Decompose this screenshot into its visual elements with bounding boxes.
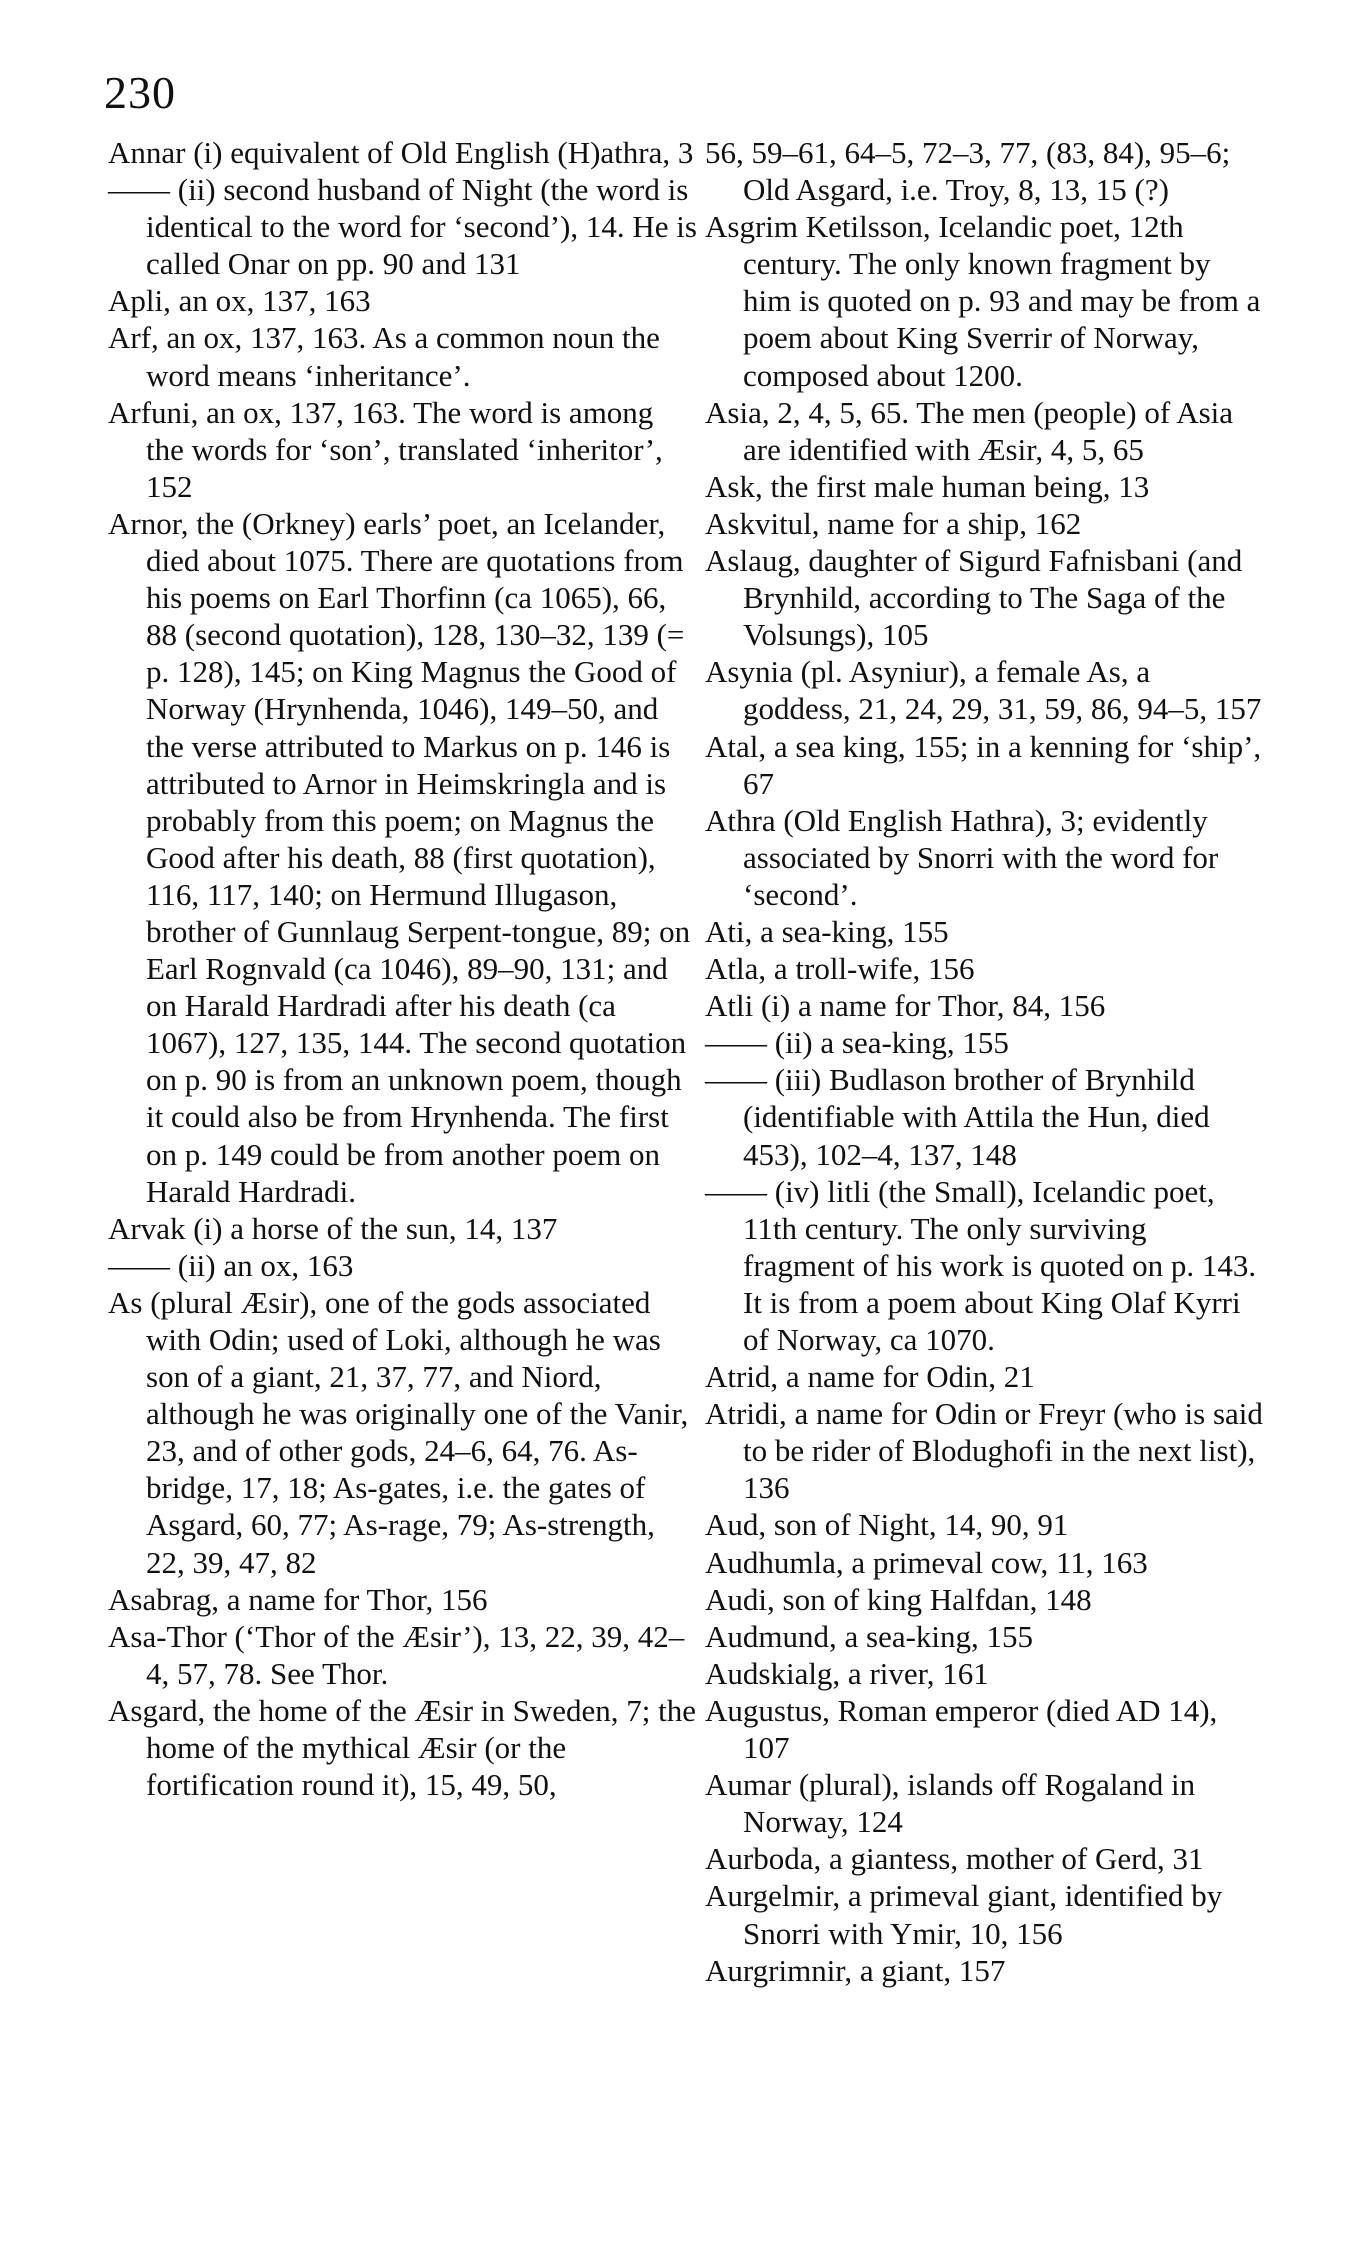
index-entry: Asgard, the home of the Æsir in Sweden, 7; the home of the mythical Æsir (or the fortification round it), 15, 49, 50,: [108, 1692, 704, 1803]
index-entry: Arvak (i) a horse of the sun, 14, 137: [108, 1210, 558, 1246]
index-entry: Atla, a troll-wife, 156: [705, 951, 975, 987]
index-entry: Atli (i) a name for Thor, 84, 156: [705, 988, 1106, 1024]
index-entry: —— (iv) litli (the Small), Icelandic poet, 11th century. The only surviving fragment of his work is quoted on p. 143. It is from a poem about King Olaf Kyrri of Norway, ca 1070.: [705, 1173, 1264, 1357]
index-entry: 56, 59–61, 64–5, 72–3, 77, (83, 84), 95–6; Old Asgard, i.e. Troy, 8, 13, 15 (?): [705, 135, 1239, 208]
index-entry: Ati, a sea-king, 155: [705, 913, 949, 949]
index-entry: Asabrag, a name for Thor, 156: [108, 1581, 488, 1617]
index-entry: Athra (Old English Hathra), 3; evidently associated by Snorri with the word for ‘second’.: [705, 802, 1226, 912]
index-entry: Asia, 2, 4, 5, 65. The men (people) of Asia are identified with Æsir, 4, 5, 65: [705, 394, 1241, 467]
index-entry: —— (ii) a sea-king, 155: [705, 1025, 1009, 1061]
index-entry: Augustus, Roman emperor (died AD 14), 107: [705, 1692, 1226, 1766]
index-entry: Askvitul, name for a ship, 162: [705, 505, 1082, 541]
index-column-right: [705, 134, 1271, 1989]
index-entry: Arnor, the (Orkney) earls’ poet, an Icelander, died about 1075. There are quotations from his poems on Earl Thorfinn (ca 1065), 66, 88 (second quotation), 128, 130–32, 139 (= p. 128), 145; on King Magnus the Good of Norway (Hrynhenda, 1046), 149–50, and the verse attributed to Markus on p. 146 is attributed to Arnor in Heimskringla and is probably from this poem; on Magnus the Good after his death, 88 (first quotation), 116, 117, 140; on Hermund Illugason, brother of Gunnlaug Serpent-tongue, 89; on Earl Rognvald (ca 1046), 89–90, 131; and on Harald Hardradi after his death (ca 1067), 127, 135, 144. The second quotation on p. 90 is from an unknown poem, though it could also be from Hrynhenda. The first on p. 149 could be from another poem on Harald Hardradi.: [108, 505, 698, 1209]
index-entry: Aslaug, daughter of Sigurd Fafnisbani (and Brynhild, according to The Saga of the Volsungs), 105: [705, 543, 1250, 653]
index-entry: Asa-Thor (‘Thor of the Æsir’), 13, 22, 39, 42–4, 57, 78. See Thor.: [108, 1618, 685, 1691]
index-entry: Atrid, a name for Odin, 21: [705, 1359, 1035, 1395]
index-entry: Aud, son of Night, 14, 90, 91: [705, 1507, 1069, 1543]
index-entry: Apli, an ox, 137, 163: [108, 283, 371, 319]
index-entry: —— (iii) Budlason brother of Brynhild (identifiable with Attila the Hun, died 453), 102–4, 137, 148: [705, 1062, 1218, 1172]
index-entry: —— (ii) an ox, 163: [108, 1247, 354, 1283]
index-entry: Asgrim Ketilsson, Icelandic poet, 12th century. The only known fragment by him is quoted on p. 93 and may be from a poem about King Sverrir of Norway, composed about 1200.: [705, 209, 1269, 393]
index-entry: Audmund, a sea-king, 155: [705, 1618, 1034, 1654]
index-entry: Aumar (plural), islands off Rogaland in Norway, 124: [705, 1767, 1203, 1840]
index-entry: Atal, a sea king, 155; in a kenning for ‘ship’, 67: [705, 728, 1269, 801]
index-entry: —— (ii) second husband of Night (the word is identical to the word for ‘second’), 14. He is called Onar on pp. 90 and 131: [108, 172, 705, 282]
index-entry: Annar (i) equivalent of Old English (H)athra, 3: [108, 135, 694, 170]
index-entry: Ask, the first male human being, 13: [705, 468, 1150, 504]
index-entry: Atridi, a name for Odin or Freyr (who is said to be rider of Blodughofi in the next list), 136: [705, 1396, 1271, 1506]
page-number: 230: [104, 67, 176, 118]
index-entry: Aurboda, a giantess, mother of Gerd, 31: [705, 1841, 1204, 1877]
index-entry: Audi, son of king Halfdan, 148: [705, 1581, 1092, 1617]
index-entry: Arfuni, an ox, 137, 163. The word is among the words for ‘son’, translated ‘inheritor’, 152: [108, 394, 671, 504]
index-entry: Audhumla, a primeval cow, 11, 163: [705, 1544, 1148, 1580]
index-entry: Audskialg, a river, 161: [705, 1655, 989, 1691]
index-entry: Aurgelmir, a primeval giant, identified by Snorri with Ymir, 10, 156: [705, 1878, 1231, 1951]
index-entry: Arf, an ox, 137, 163. As a common noun the word means ‘inheritance’.: [108, 320, 668, 393]
index-entry: Asynia (pl. Asyniur), a female As, a goddess, 21, 24, 29, 31, 59, 86, 94–5, 157: [705, 654, 1262, 727]
index-column-left: [108, 134, 705, 1803]
index-entry: Aurgrimnir, a giant, 157: [705, 1952, 1006, 1988]
index-entry: As (plural Æsir), one of the gods associated with Odin; used of Loki, although he was son of a giant, 21, 37, 77, and Niord, although he was originally one of the Vanir, 23, and of other gods, 24–6, 64, 76. As-bridge, 17, 18; As-gates, i.e. the gates of Asgard, 60, 77; As-rage, 79; As-strength, 22, 39, 47, 82: [108, 1284, 697, 1580]
